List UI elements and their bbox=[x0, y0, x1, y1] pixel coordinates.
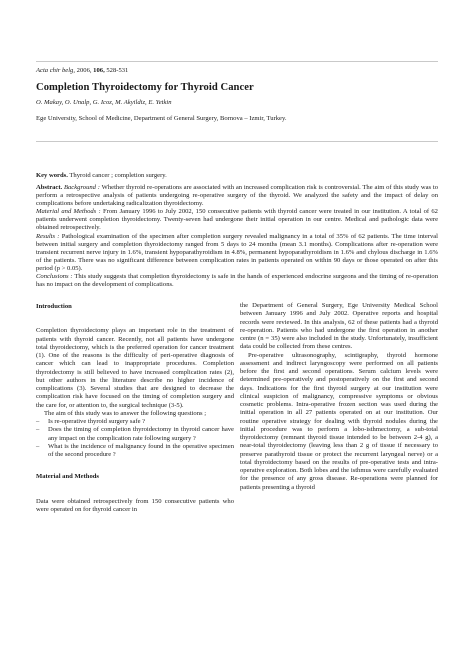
left-column bbox=[36, 303, 234, 514]
conclusions-text: This study suggests that completion thyroidectomy is safe in the hands of experienced endocrine surgeons and the timing of re-operation has no impact on the development of complications. bbox=[36, 273, 438, 289]
affiliation: Ege University, School of Medicine, Department of General Surgery, Bornova – Izmir, Turkey. bbox=[36, 115, 287, 122]
abstract-background bbox=[36, 184, 438, 208]
introduction-paragraph: Completion thyroidectomy plays an important role in the treatment of patients with thyroid cancer. Recently, not all patients have undergone total thyroidectomy, which is the preferred operation for cancer treatment (1). One of the reasons is the difficulty of peri-operative diagnosis of cancer which can lead to inappropriate procedures. Completion thyroidectomy is still believed to have increased complication rates (2), but other authors in the literature describe no higher incidence of complications (3). Several studies that are designed to decrease the complication risk have focused on the timing of completion surgery and the care for, or attention to, the surgical technique (3-5). bbox=[36, 327, 234, 409]
author-list: O. Makay, O. Unalp, G. Icoz, M. Akyildiz, E. Yetkin bbox=[36, 99, 172, 106]
background-label: Background : bbox=[63, 184, 100, 191]
list-item bbox=[36, 418, 234, 426]
journal-citation bbox=[36, 67, 128, 74]
question-text: Does the timing of completion thyroidectomy in thyroid cancer have any impact on the complication rate following surgery ? bbox=[48, 426, 234, 442]
right-column bbox=[240, 302, 438, 492]
journal-volume: 106, bbox=[93, 67, 105, 74]
dash-marker: – bbox=[36, 426, 40, 434]
abstract-top-rule bbox=[36, 141, 438, 142]
introduction-heading: Introduction bbox=[36, 303, 72, 310]
question-text: Is re-operative thyroid surgery safe ? bbox=[48, 418, 146, 425]
abstract-methods bbox=[36, 208, 438, 232]
methods-continued-paragraph: the Department of General Surgery, Ege University Medical School between January 1996 and July 2002. Operative reports and hospital records were reviewed. In this analysis, 62 of these patients had a thyroid re-operation. Patients who had undergone the first operation in another centre (n = 35) were also included in the study. Unfortunately, insufficient data could be collected from these centres. bbox=[240, 302, 438, 351]
dash-marker: – bbox=[36, 442, 40, 450]
background-text: Whether thyroid re-operations are associated with an increased complication risk is controversial. The aim of this study was to perform a retrospective analysis of patients undergoing re-operative surgery of the thyroid. We analyzed the safety and the impact of delay on complications before undertaking radicalization thyroidectomy. bbox=[36, 184, 439, 208]
abstract bbox=[36, 184, 438, 289]
abstract-results bbox=[36, 233, 438, 273]
question-text: What is the incidence of malignancy found in the operative specimen of the second procedure ? bbox=[48, 442, 234, 458]
journal-year: 2006, bbox=[76, 67, 92, 74]
preoperative-paragraph: Pre-operative ultrasonography, scintigraphy, thyroid hormone assessment and indirect laryngoscopy were performed on all patients before the first and second operations. Serum calcium levels were determined pre-operatively and postoperatively on the first and second days. Indications for the first thyroid surgery at our institution were clinical suspicion of malignancy, compressive symptoms or obvious cosmetic problems. Intra-operative frozen section was used during the initial operation in all 27 patients operated on at our institution. Our routine operative strategy for dealing with thyroid nodules during the initial procedure was to perform a lobo-isthmectomy, a sub-total thyroidectomy (remnant thyroid tissue intended to be between 2-4 g), a near-total thyroidectomy (leaving less than 2 g of tissue if necessary to preserve parathyroid tissue or protect the recurrent laryngeal nerve) or a total thyroidectomy based on the results of pre-operative tests and intra-operative exploration. Both lobes and the isthmus were carefully evaluated for the presence of any gross disease. Re-operations were planned for patients presenting a thyroid bbox=[240, 351, 438, 491]
list-item bbox=[36, 426, 234, 443]
results-label: Results : bbox=[36, 232, 60, 240]
keywords bbox=[36, 172, 167, 179]
dash-marker: – bbox=[36, 418, 40, 425]
keywords-label: Key words. bbox=[36, 172, 68, 179]
question-list bbox=[36, 418, 234, 459]
methods-text: From January 1996 to July 2002, 150 consecutive patients with thyroid cancer were treated in our institution. A total of 62 patients underwent completion thyroidectomy. Twenty-seven had undergone their initial operation in our centre. Medical and pathologic data were obtained retrospectively. bbox=[36, 208, 438, 232]
methods-label: Material and Methods : bbox=[36, 208, 101, 216]
article-title: Completion Thyroidectomy for Thyroid Cancer bbox=[36, 82, 254, 93]
conclusions-label: Conclusions : bbox=[36, 273, 73, 281]
keywords-text: Thyroid cancer ; completion surgery. bbox=[69, 172, 167, 179]
list-item bbox=[36, 443, 234, 460]
abstract-label: Abstract. bbox=[36, 184, 63, 191]
methods-heading: Material and Methods bbox=[36, 473, 100, 481]
header-rule bbox=[36, 61, 438, 62]
results-text: Pathological examination of the specimen after completion surgery revealed malignancy in a total of 35% of 62 patients. The time interval between initial surgery and completion thyroidectomy ranged from 5 days to 24 months (mean 3.1 months). Complications after re-operation were transient recurrent nerve injury in 1.6%, transient hypoparathyroidism in 4.8%, permanent hypoparathyroidism in 1.6% and chylous discharge in 1.6% of the patients. There was no significant difference between complication rates in patients operated on within 90 days or those operated on after this period (p > 0.05). bbox=[36, 232, 438, 272]
journal-pages: 528-531 bbox=[106, 67, 129, 74]
methods-paragraph: Data were obtained retrospectively from 150 consecutive patients who were operated on for thyroid cancer in bbox=[36, 497, 234, 513]
journal-name: Acta chir belg, bbox=[36, 67, 76, 74]
aim-paragraph: The aim of this study was to answer the following questions ; bbox=[44, 409, 207, 417]
abstract-conclusions bbox=[36, 273, 438, 289]
